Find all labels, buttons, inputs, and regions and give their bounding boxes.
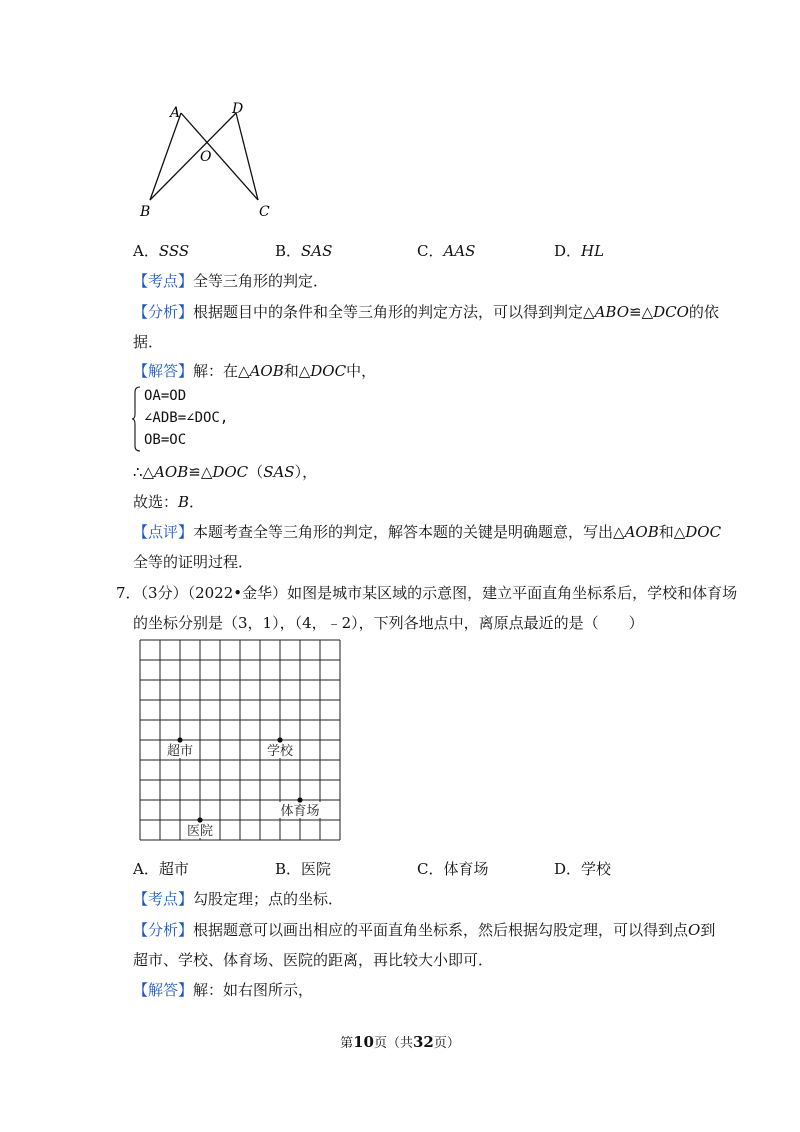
q7-fenxi-line2: 超市、学校、体育场、医院的距离，再比较大小即可． bbox=[133, 951, 494, 969]
place-label: 医院 bbox=[186, 824, 214, 839]
condition-1: OA=OD bbox=[144, 388, 187, 404]
label-B: B bbox=[140, 204, 151, 220]
q6-dianping-line1: 【点评】本题考查全等三角形的判定，解答本题的关键是明确题意，写出△AOB和△DOC bbox=[133, 523, 722, 541]
label-A: A bbox=[170, 105, 181, 121]
label-C: C bbox=[259, 204, 270, 220]
q7-option-d: D．学校 bbox=[554, 860, 612, 878]
q6-fenxi-line2: 据． bbox=[133, 333, 164, 351]
condition-2: ∠ADB=∠DOC, bbox=[144, 410, 229, 426]
city-grid-map bbox=[138, 638, 348, 848]
q6-option-a: A．SSS bbox=[133, 242, 190, 260]
q7-fenxi-line1: 【分析】根据题意可以画出相应的平面直角坐标系，然后根据勾股定理，可以得到点O到 bbox=[133, 921, 716, 939]
place-point bbox=[297, 797, 302, 802]
q7-question-line2: 的坐标分别是（3，1），（4，﹣2），下列各地点中，离原点最近的是（ ） bbox=[133, 614, 644, 632]
q6-therefore: ∴△AOB≌△DOC（SAS）， bbox=[133, 463, 318, 481]
q6-option-d: D．HL bbox=[554, 242, 605, 260]
q7-option-a: A．超市 bbox=[133, 860, 189, 878]
q7-kaodian: 【考点】勾股定理；点的坐标． bbox=[133, 890, 344, 908]
page-footer: 第10页（共32页） bbox=[340, 1033, 460, 1051]
place-point bbox=[277, 737, 282, 742]
q6-choice: 故选：B． bbox=[133, 493, 205, 511]
q6-conditions bbox=[144, 385, 228, 451]
label-O: O bbox=[200, 149, 212, 165]
q7-question-line1: 7．（3分）（2022•金华）如图是城市某区域的示意图，建立平面直角坐标系后，学校和体育场 bbox=[116, 584, 738, 602]
q7-option-c: C．体育场 bbox=[417, 860, 489, 878]
place-point bbox=[177, 737, 182, 742]
brace-icon bbox=[132, 386, 142, 452]
place-point bbox=[197, 817, 202, 822]
condition-3: OB=OC bbox=[144, 432, 187, 448]
place-label: 体育场 bbox=[280, 804, 320, 819]
q6-kaodian: 【考点】全等三角形的判定． bbox=[133, 272, 329, 290]
q6-dianping-line2: 全等的证明过程． bbox=[133, 553, 254, 571]
label-D: D bbox=[232, 101, 244, 117]
place-label: 学校 bbox=[266, 744, 294, 759]
triangle-figure bbox=[130, 95, 290, 225]
place-label: 超市 bbox=[166, 744, 194, 759]
q6-fenxi-line1: 【分析】根据题目中的条件和全等三角形的判定方法，可以得到判定△ABO≌△DCO的依 bbox=[133, 303, 719, 321]
q7-jieda: 【解答】解：如右图所示， bbox=[133, 981, 314, 999]
q6-option-b: B．SAS bbox=[275, 242, 333, 260]
q6-jieda: 【解答】解：在△AOB和△DOC中， bbox=[133, 362, 377, 380]
q7-option-b: B．医院 bbox=[275, 860, 332, 878]
q6-option-c: C．AAS bbox=[417, 242, 476, 260]
